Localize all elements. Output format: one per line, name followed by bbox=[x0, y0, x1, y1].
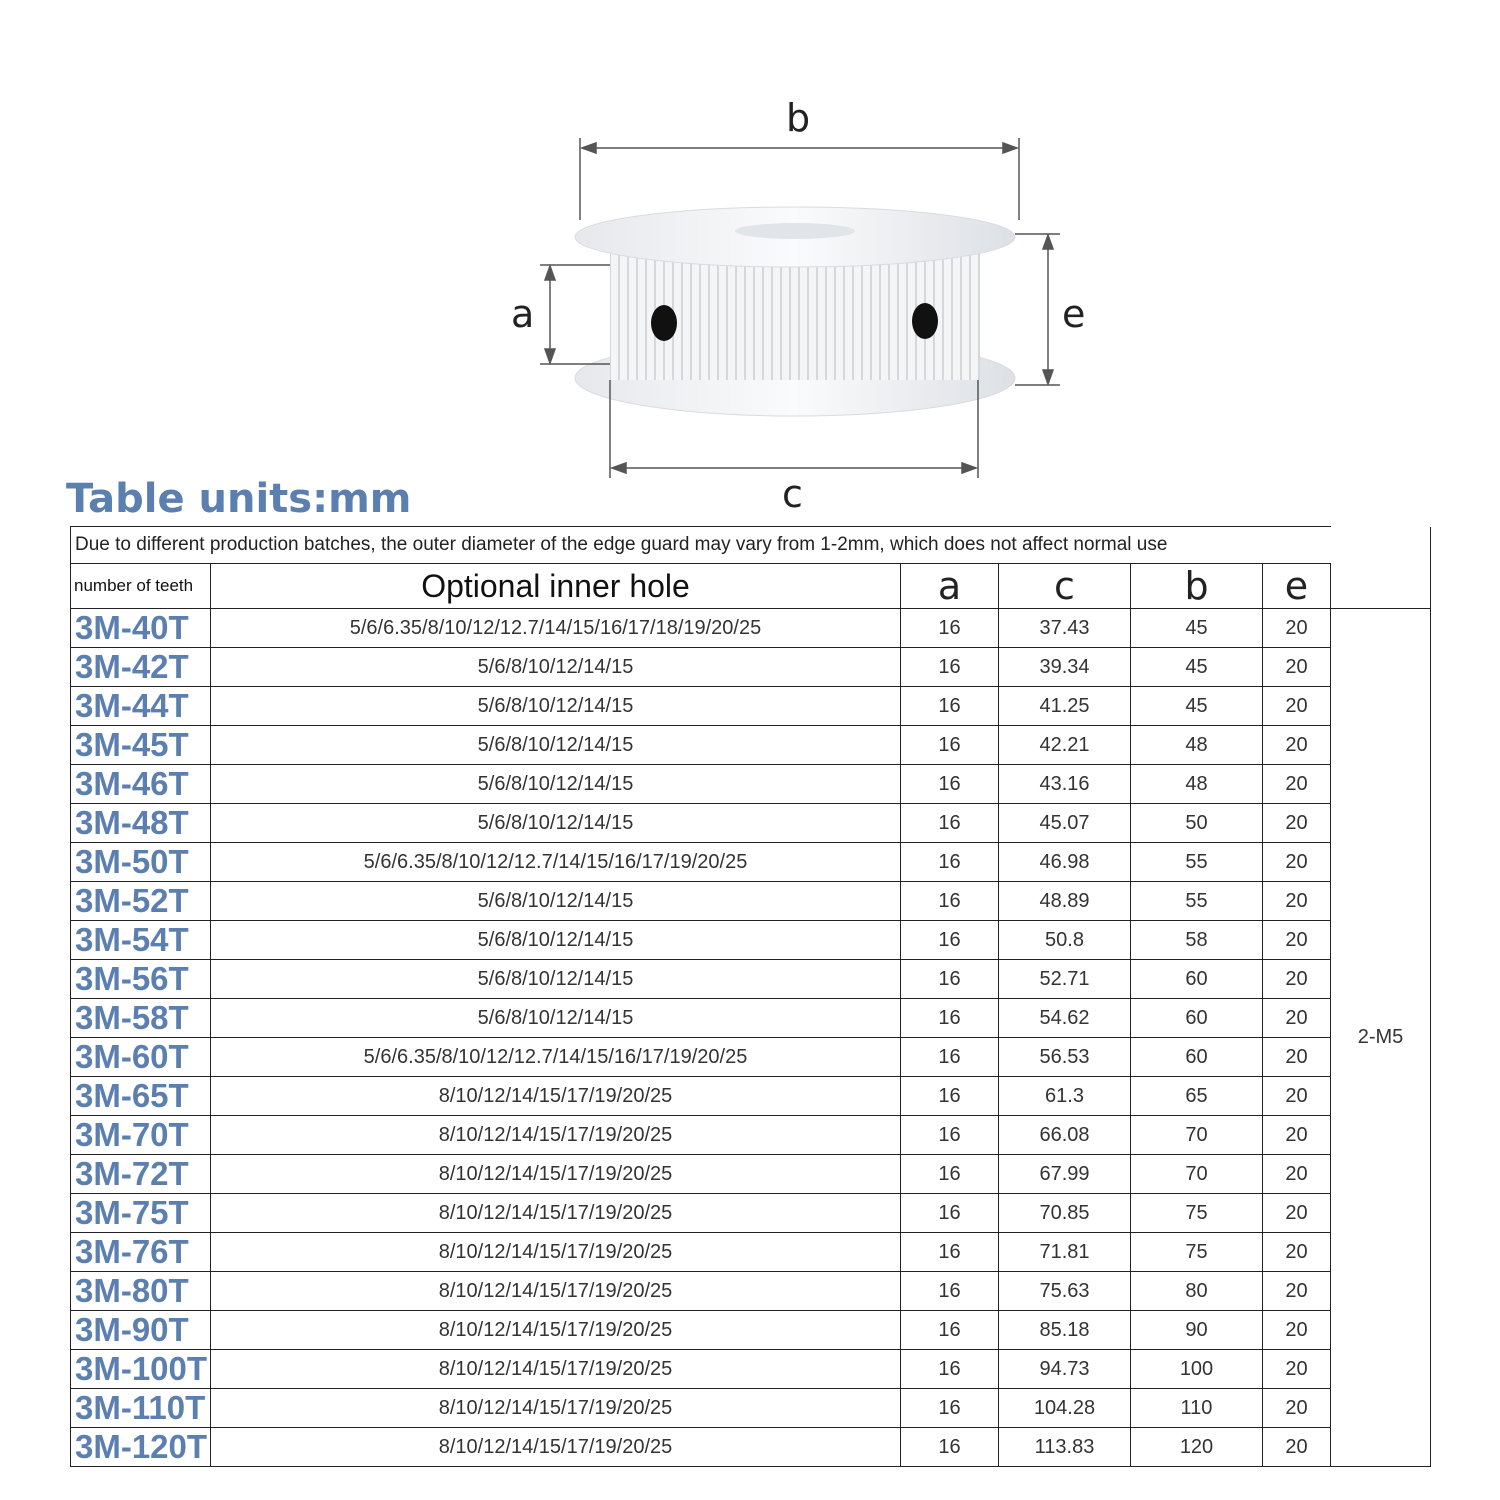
e-cell: 20 bbox=[1263, 960, 1331, 999]
table-row bbox=[71, 804, 1431, 843]
b-cell: 70 bbox=[1131, 1155, 1263, 1194]
c-cell: 70.85 bbox=[999, 1194, 1131, 1233]
b-cell: 60 bbox=[1131, 1038, 1263, 1077]
dimension-label-e: e bbox=[1062, 292, 1086, 336]
c-cell: 66.08 bbox=[999, 1116, 1131, 1155]
note-row bbox=[71, 527, 1431, 564]
b-cell: 110 bbox=[1131, 1389, 1263, 1428]
table-row bbox=[71, 1194, 1431, 1233]
header-teeth: number of teeth bbox=[71, 564, 211, 609]
hole-cell: 5/6/6.35/8/10/12/12.7/14/15/16/17/18/19/20/25 bbox=[211, 609, 901, 648]
model-cell: 3M-48T bbox=[71, 804, 211, 843]
hole-cell: 5/6/8/10/12/14/15 bbox=[211, 804, 901, 843]
hole-cell: 8/10/12/14/15/17/19/20/25 bbox=[211, 1428, 901, 1467]
table-row bbox=[71, 648, 1431, 687]
model-cell: 3M-90T bbox=[71, 1311, 211, 1350]
hole-cell: 5/6/8/10/12/14/15 bbox=[211, 999, 901, 1038]
dimension-label-b: b bbox=[786, 96, 811, 140]
hole-cell: 5/6/6.35/8/10/12/12.7/14/15/16/17/19/20/25 bbox=[211, 1038, 901, 1077]
c-cell: 50.8 bbox=[999, 921, 1131, 960]
a-cell: 16 bbox=[901, 1311, 999, 1350]
c-cell: 56.53 bbox=[999, 1038, 1131, 1077]
table-row bbox=[71, 765, 1431, 804]
model-cell: 3M-54T bbox=[71, 921, 211, 960]
header-hole: Optional inner hole bbox=[211, 564, 901, 609]
spec-table bbox=[70, 526, 1431, 1467]
model-cell: 3M-44T bbox=[71, 687, 211, 726]
hole-cell: 5/6/6.35/8/10/12/12.7/14/15/16/17/19/20/25 bbox=[211, 843, 901, 882]
c-cell: 61.3 bbox=[999, 1077, 1131, 1116]
a-cell: 16 bbox=[901, 1350, 999, 1389]
note-text: Due to different production batches, the outer diameter of the edge guard may vary from 1-2mm, which does not affect normal use bbox=[71, 527, 1331, 564]
table-row bbox=[71, 1389, 1431, 1428]
table-row bbox=[71, 960, 1431, 999]
c-cell: 85.18 bbox=[999, 1311, 1131, 1350]
b-cell: 100 bbox=[1131, 1350, 1263, 1389]
b-cell: 45 bbox=[1131, 687, 1263, 726]
e-cell: 20 bbox=[1263, 1194, 1331, 1233]
e-cell: 20 bbox=[1263, 882, 1331, 921]
b-cell: 45 bbox=[1131, 609, 1263, 648]
hole-cell: 8/10/12/14/15/17/19/20/25 bbox=[211, 1233, 901, 1272]
hole-cell: 8/10/12/14/15/17/19/20/25 bbox=[211, 1389, 901, 1428]
c-cell: 67.99 bbox=[999, 1155, 1131, 1194]
e-cell: 20 bbox=[1263, 1428, 1331, 1467]
table-row bbox=[71, 1311, 1431, 1350]
e-cell: 20 bbox=[1263, 609, 1331, 648]
header-b: b bbox=[1131, 564, 1263, 609]
model-cell: 3M-40T bbox=[71, 609, 211, 648]
c-cell: 43.16 bbox=[999, 765, 1131, 804]
a-cell: 16 bbox=[901, 1116, 999, 1155]
hole-cell: 5/6/8/10/12/14/15 bbox=[211, 921, 901, 960]
hole-cell: 5/6/8/10/12/14/15 bbox=[211, 726, 901, 765]
c-cell: 41.25 bbox=[999, 687, 1131, 726]
e-cell: 20 bbox=[1263, 1272, 1331, 1311]
model-cell: 3M-65T bbox=[71, 1077, 211, 1116]
model-cell: 3M-56T bbox=[71, 960, 211, 999]
a-cell: 16 bbox=[901, 1077, 999, 1116]
hole-cell: 8/10/12/14/15/17/19/20/25 bbox=[211, 1155, 901, 1194]
model-cell: 3M-70T bbox=[71, 1116, 211, 1155]
model-cell: 3M-46T bbox=[71, 765, 211, 804]
set-screw-icon bbox=[651, 305, 677, 341]
c-cell: 52.71 bbox=[999, 960, 1131, 999]
model-cell: 3M-100T bbox=[71, 1350, 211, 1389]
e-cell: 20 bbox=[1263, 999, 1331, 1038]
a-cell: 16 bbox=[901, 1233, 999, 1272]
hole-cell: 8/10/12/14/15/17/19/20/25 bbox=[211, 1116, 901, 1155]
table-row bbox=[71, 609, 1431, 648]
a-cell: 16 bbox=[901, 1272, 999, 1311]
a-cell: 16 bbox=[901, 804, 999, 843]
model-cell: 3M-120T bbox=[71, 1428, 211, 1467]
a-cell: 16 bbox=[901, 726, 999, 765]
model-cell: 3M-75T bbox=[71, 1194, 211, 1233]
header-c: c bbox=[999, 564, 1131, 609]
model-cell: 3M-72T bbox=[71, 1155, 211, 1194]
header-row bbox=[71, 564, 1431, 609]
model-cell: 3M-60T bbox=[71, 1038, 211, 1077]
table-row bbox=[71, 1155, 1431, 1194]
model-cell: 3M-50T bbox=[71, 843, 211, 882]
table-row bbox=[71, 687, 1431, 726]
table-row bbox=[71, 1428, 1431, 1467]
a-cell: 16 bbox=[901, 1389, 999, 1428]
hole-cell: 8/10/12/14/15/17/19/20/25 bbox=[211, 1311, 901, 1350]
b-cell: 58 bbox=[1131, 921, 1263, 960]
model-cell: 3M-110T bbox=[71, 1389, 211, 1428]
e-cell: 20 bbox=[1263, 648, 1331, 687]
table-row bbox=[71, 1350, 1431, 1389]
a-cell: 16 bbox=[901, 999, 999, 1038]
hole-cell: 5/6/8/10/12/14/15 bbox=[211, 960, 901, 999]
c-cell: 37.43 bbox=[999, 609, 1131, 648]
c-cell: 46.98 bbox=[999, 843, 1131, 882]
a-cell: 16 bbox=[901, 765, 999, 804]
b-cell: 90 bbox=[1131, 1311, 1263, 1350]
table-row bbox=[71, 1077, 1431, 1116]
c-cell: 42.21 bbox=[999, 726, 1131, 765]
table-row bbox=[71, 726, 1431, 765]
model-cell: 3M-42T bbox=[71, 648, 211, 687]
table-row bbox=[71, 1038, 1431, 1077]
c-cell: 54.62 bbox=[999, 999, 1131, 1038]
model-cell: 3M-76T bbox=[71, 1233, 211, 1272]
a-cell: 16 bbox=[901, 843, 999, 882]
hole-cell: 5/6/8/10/12/14/15 bbox=[211, 687, 901, 726]
b-cell: 50 bbox=[1131, 804, 1263, 843]
table-row bbox=[71, 1233, 1431, 1272]
b-cell: 55 bbox=[1131, 843, 1263, 882]
screw-spec: 2-M5 bbox=[1331, 609, 1431, 1467]
b-cell: 55 bbox=[1131, 882, 1263, 921]
e-cell: 20 bbox=[1263, 1077, 1331, 1116]
table-row bbox=[71, 999, 1431, 1038]
hole-cell: 8/10/12/14/15/17/19/20/25 bbox=[211, 1272, 901, 1311]
hole-cell: 5/6/8/10/12/14/15 bbox=[211, 765, 901, 804]
b-cell: 48 bbox=[1131, 765, 1263, 804]
hole-cell: 5/6/8/10/12/14/15 bbox=[211, 648, 901, 687]
a-cell: 16 bbox=[901, 1428, 999, 1467]
c-cell: 104.28 bbox=[999, 1389, 1131, 1428]
e-cell: 20 bbox=[1263, 1350, 1331, 1389]
header-e: e bbox=[1263, 564, 1331, 609]
hole-cell: 5/6/8/10/12/14/15 bbox=[211, 882, 901, 921]
model-cell: 3M-58T bbox=[71, 999, 211, 1038]
b-cell: 45 bbox=[1131, 648, 1263, 687]
a-cell: 16 bbox=[901, 882, 999, 921]
e-cell: 20 bbox=[1263, 687, 1331, 726]
b-cell: 60 bbox=[1131, 960, 1263, 999]
b-cell: 120 bbox=[1131, 1428, 1263, 1467]
hole-cell: 8/10/12/14/15/17/19/20/25 bbox=[211, 1194, 901, 1233]
c-cell: 75.63 bbox=[999, 1272, 1131, 1311]
header-a: a bbox=[901, 564, 999, 609]
b-cell: 48 bbox=[1131, 726, 1263, 765]
model-cell: 3M-45T bbox=[71, 726, 211, 765]
a-cell: 16 bbox=[901, 648, 999, 687]
e-cell: 20 bbox=[1263, 1155, 1331, 1194]
b-cell: 75 bbox=[1131, 1194, 1263, 1233]
a-cell: 16 bbox=[901, 609, 999, 648]
a-cell: 16 bbox=[901, 960, 999, 999]
e-cell: 20 bbox=[1263, 1116, 1331, 1155]
e-cell: 20 bbox=[1263, 726, 1331, 765]
b-cell: 70 bbox=[1131, 1116, 1263, 1155]
e-cell: 20 bbox=[1263, 804, 1331, 843]
e-cell: 20 bbox=[1263, 1233, 1331, 1272]
c-cell: 94.73 bbox=[999, 1350, 1131, 1389]
a-cell: 16 bbox=[901, 1155, 999, 1194]
model-cell: 3M-80T bbox=[71, 1272, 211, 1311]
hole-cell: 8/10/12/14/15/17/19/20/25 bbox=[211, 1077, 901, 1116]
b-cell: 80 bbox=[1131, 1272, 1263, 1311]
c-cell: 71.81 bbox=[999, 1233, 1131, 1272]
set-screw-icon bbox=[912, 303, 938, 339]
a-cell: 16 bbox=[901, 687, 999, 726]
b-cell: 75 bbox=[1131, 1233, 1263, 1272]
dimension-label-a: a bbox=[511, 292, 535, 336]
c-cell: 48.89 bbox=[999, 882, 1131, 921]
model-cell: 3M-52T bbox=[71, 882, 211, 921]
table-row bbox=[71, 921, 1431, 960]
a-cell: 16 bbox=[901, 921, 999, 960]
b-cell: 60 bbox=[1131, 999, 1263, 1038]
c-cell: 113.83 bbox=[999, 1428, 1131, 1467]
dimension-label-c: c bbox=[782, 472, 803, 516]
a-cell: 16 bbox=[901, 1038, 999, 1077]
table-row bbox=[71, 843, 1431, 882]
table-row bbox=[71, 882, 1431, 921]
e-cell: 20 bbox=[1263, 1038, 1331, 1077]
b-cell: 65 bbox=[1131, 1077, 1263, 1116]
e-cell: 20 bbox=[1263, 1311, 1331, 1350]
c-cell: 39.34 bbox=[999, 648, 1131, 687]
e-cell: 20 bbox=[1263, 843, 1331, 882]
table-row bbox=[71, 1116, 1431, 1155]
pulley-diagram bbox=[0, 0, 1500, 500]
units-title: Table units:mm bbox=[66, 476, 412, 522]
pulley-image bbox=[575, 207, 1015, 416]
table-row bbox=[71, 1272, 1431, 1311]
hole-cell: 8/10/12/14/15/17/19/20/25 bbox=[211, 1350, 901, 1389]
a-cell: 16 bbox=[901, 1194, 999, 1233]
e-cell: 20 bbox=[1263, 921, 1331, 960]
e-cell: 20 bbox=[1263, 765, 1331, 804]
c-cell: 45.07 bbox=[999, 804, 1131, 843]
e-cell: 20 bbox=[1263, 1389, 1331, 1428]
